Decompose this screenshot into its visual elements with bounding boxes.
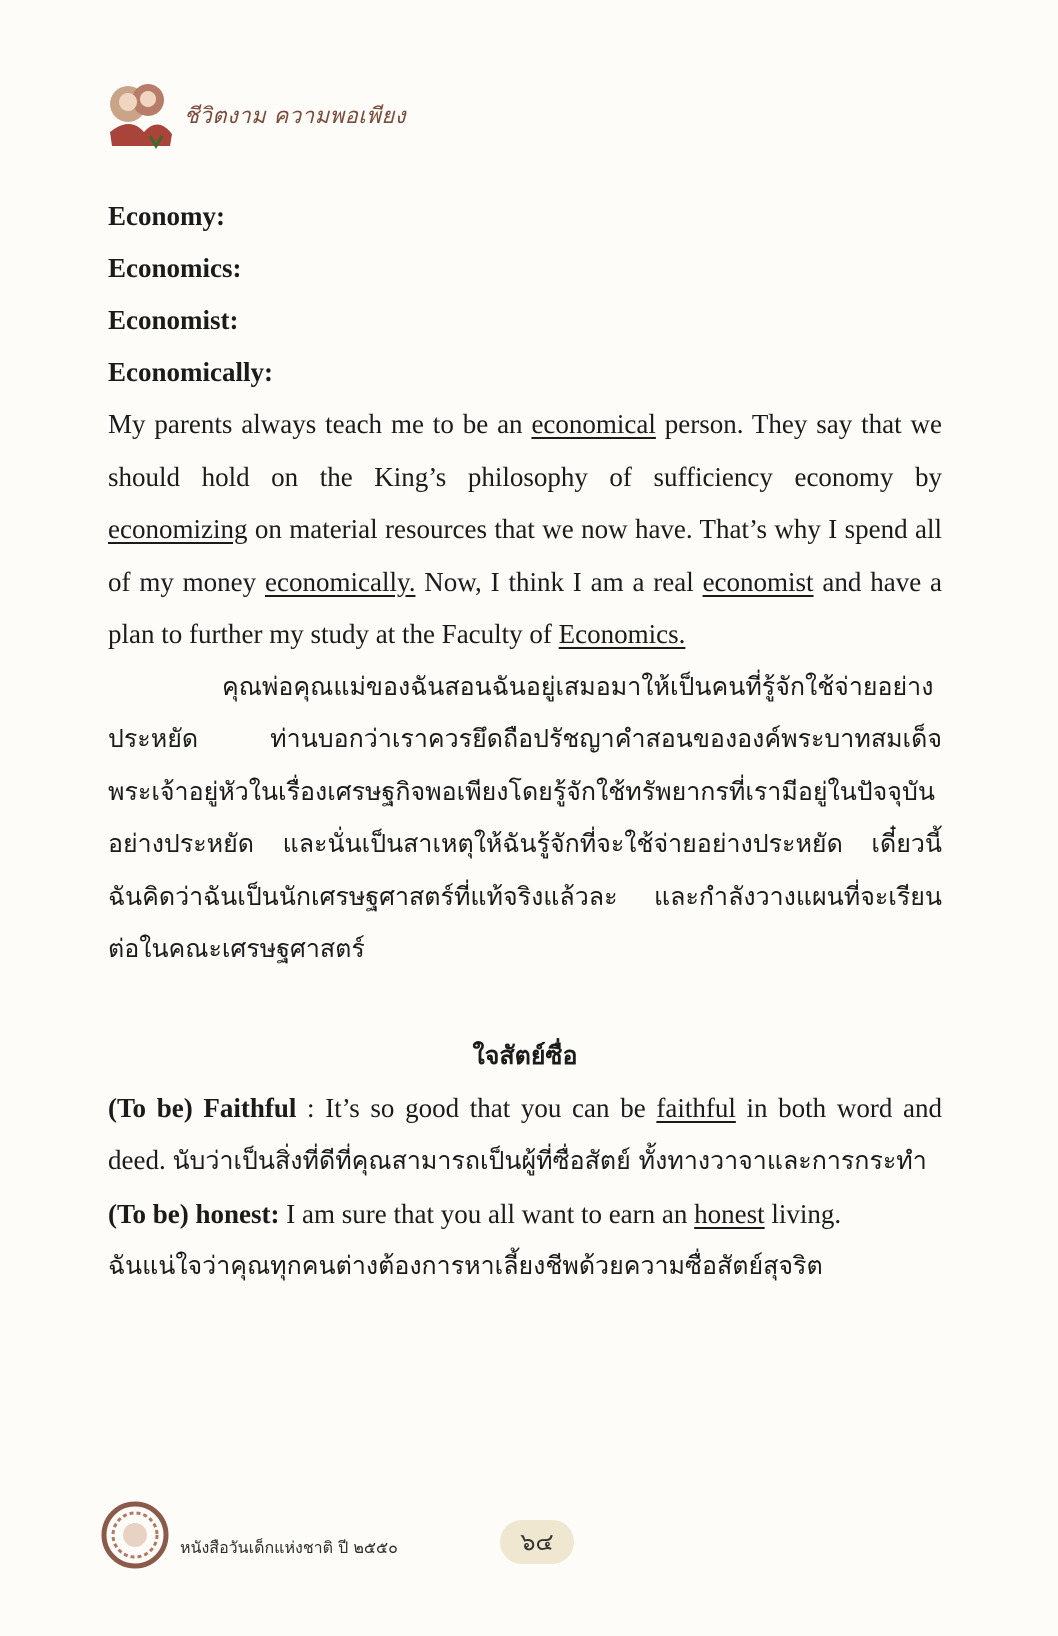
faithful-entry: (To be) Faithful : It’s so good that you can be faithful in both word and deed. นับว่าเป็นสิ่งที่ดีที่คุณสามารถเป็นผู้ที่ซื่อสัตย์ ทั้งทางวาจาและการกระทำ: [108, 1092, 942, 1175]
term-economy: Economy:: [108, 201, 225, 231]
underlined-word: faithful: [656, 1092, 736, 1123]
children-emblem-icon: [100, 72, 180, 152]
underlined-word: economist: [702, 566, 814, 597]
page-content: [108, 190, 942, 1293]
underlined-word: economically.: [265, 566, 416, 597]
english-paragraph: My parents always teach me to be an economical person. They say that we should hold on the King’s philosophy of sufficiency economy by economizing on material resources that we now have. That’s why I spend all of my money economically. Now, I think I am a real economist and have a plan to further my study at the Faculty of Economics.: [108, 409, 942, 649]
header-title: ชีวิตงาม ความพอเพียง: [184, 104, 406, 129]
honest-label: (To be) honest:: [108, 1198, 280, 1229]
honest-entry: (To be) honest: I am sure that you all want to earn an honest living.: [108, 1198, 842, 1229]
underlined-word: honest: [694, 1198, 765, 1229]
term-economics: Economics:: [108, 253, 242, 283]
thai-paragraph: คุณพ่อคุณแม่ของฉันสอนฉันอยู่เสมอมาให้เป็นคนที่รู้จักใช้จ่ายอย่างประหยัด ท่านบอกว่าเราควรยึดถือปรัชญาคำสอนขององค์พระบาทสมเด็จพระเจ้าอยู่หัวในเรื่องเศรษฐกิจพอเพียงโดยรู้จักใช้ทรัพยากรที่เรามีอยู่ในปัจจุบันอย่างประหยัด และนั่นเป็นสาเหตุให้ฉันรู้จักที่จะใช้จ่ายอย่างประหยัด เดี๋ยวนี้ ฉันคิดว่าฉันเป็นนักเศรษฐศาสตร์ที่แท้จริงแล้วละ และกำลังวางแผนที่จะเรียนต่อในคณะเศรษฐศาสตร์: [108, 671, 942, 963]
faithful-label: (To be) Faithful: [108, 1092, 297, 1123]
honest-thai: ฉันแน่ใจว่าคุณทุกคนต่างต้องการหาเลี้ยงชีพด้วยความซื่อสัตย์สุจริต: [108, 1251, 823, 1280]
underlined-word: economical: [531, 409, 656, 439]
childrens-day-logo-icon: [100, 1500, 170, 1570]
page-header: [100, 66, 500, 156]
section-title: ใจสัตย์ซื่อ: [472, 1040, 578, 1070]
underlined-word: economizing: [108, 514, 248, 544]
page-number: ๖๔: [500, 1520, 574, 1564]
page-footer: [100, 1500, 600, 1580]
term-economist: Economist:: [108, 305, 239, 335]
book-title: หนังสือวันเด็กแห่งชาติ ปี ๒๕๕๐: [180, 1538, 398, 1557]
term-economically: Economically:: [108, 357, 273, 387]
underlined-word: Economics.: [558, 619, 686, 649]
